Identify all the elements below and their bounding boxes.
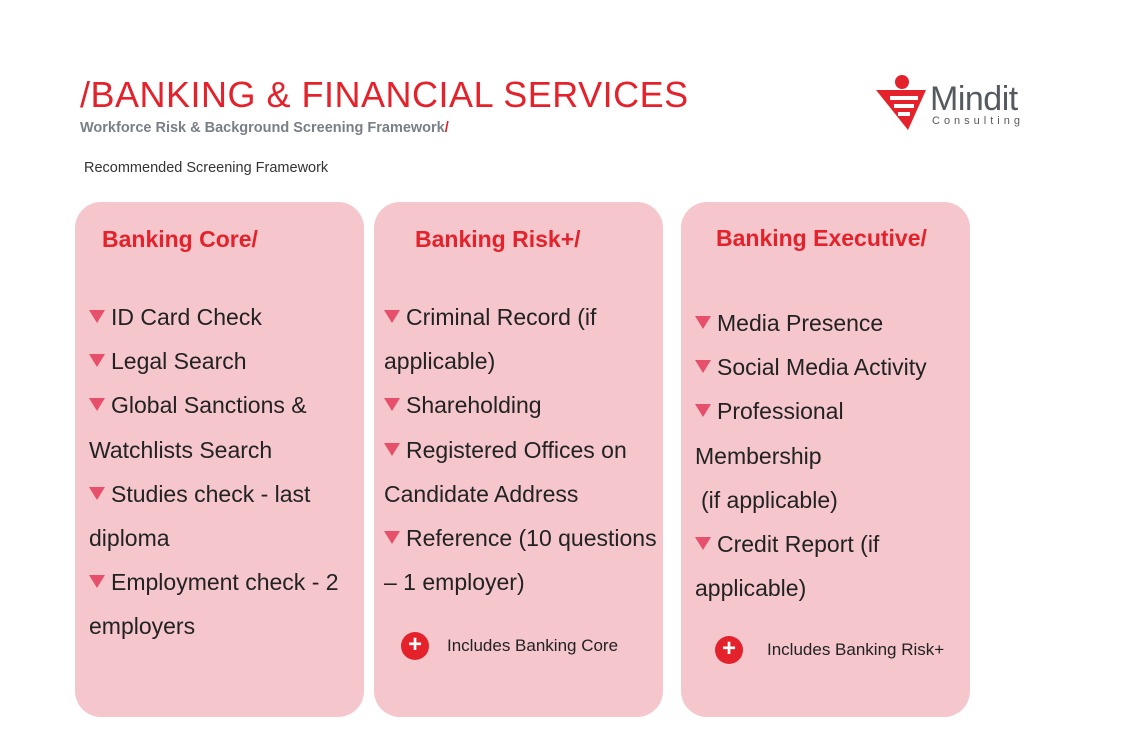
triangle-bullet-icon <box>89 354 105 367</box>
triangle-bullet-icon <box>89 487 105 500</box>
subtitle-text: Workforce Risk & Background Screening Framework <box>80 120 445 136</box>
list-item: Criminal Record (if applicable) <box>384 304 597 375</box>
list-item: Legal Search <box>89 339 344 383</box>
includes-label: Includes Banking Risk+ <box>767 640 945 659</box>
logo-name: Mindit <box>930 80 1018 118</box>
logo-tagline: Consulting <box>932 115 1024 127</box>
card-items <box>695 301 965 610</box>
list-item: Studies check - last diploma <box>89 480 311 552</box>
includes-label: Includes Banking Core <box>447 636 619 655</box>
list-item: Reference (10 questions – 1 employer) <box>384 525 657 596</box>
mindit-logo-icon <box>876 74 930 132</box>
card-banking-core <box>75 202 364 717</box>
card-banking-risk-plus <box>374 202 663 717</box>
triangle-bullet-icon <box>89 398 105 411</box>
list-item-note: (if applicable) <box>701 486 838 513</box>
plus-icon: + <box>715 636 743 664</box>
triangle-bullet-icon <box>695 537 711 550</box>
list-item: Credit Report (if applicable) <box>695 531 880 602</box>
card-items <box>384 295 659 604</box>
list-item: Professional Membership <box>695 398 844 469</box>
list-item: Media Presence <box>695 301 965 345</box>
triangle-bullet-icon <box>89 310 105 323</box>
list-item: Employment check - 2 employers <box>89 569 339 640</box>
page-title: /BANKING & FINANCIAL SERVICES <box>80 74 689 115</box>
card-banking-executive <box>681 202 970 717</box>
card-title: Banking Risk+/ <box>415 226 581 252</box>
list-item: ID Card Check <box>89 295 344 339</box>
card-items <box>89 295 344 649</box>
triangle-bullet-icon <box>695 404 711 417</box>
triangle-bullet-icon <box>384 310 400 323</box>
list-item: Shareholding <box>384 383 659 427</box>
section-label: Recommended Screening Framework <box>84 160 329 176</box>
triangle-bullet-icon <box>695 316 711 329</box>
plus-icon: + <box>401 632 429 660</box>
list-item: Social Media Activity <box>695 345 965 389</box>
card-title: Banking Executive/ <box>716 225 927 251</box>
list-item: Registered Offices on Candidate Address <box>384 436 627 507</box>
card-title: Banking Core/ <box>102 226 258 252</box>
triangle-bullet-icon <box>384 398 400 411</box>
page-subtitle <box>80 120 449 136</box>
triangle-bullet-icon <box>384 531 400 544</box>
subtitle-slash: / <box>444 120 449 136</box>
list-item: Global Sanctions & Watchlists Search <box>89 392 307 463</box>
triangle-bullet-icon <box>384 443 400 456</box>
mindit-logo <box>876 74 1056 134</box>
triangle-bullet-icon <box>695 360 711 373</box>
triangle-bullet-icon <box>89 575 105 588</box>
